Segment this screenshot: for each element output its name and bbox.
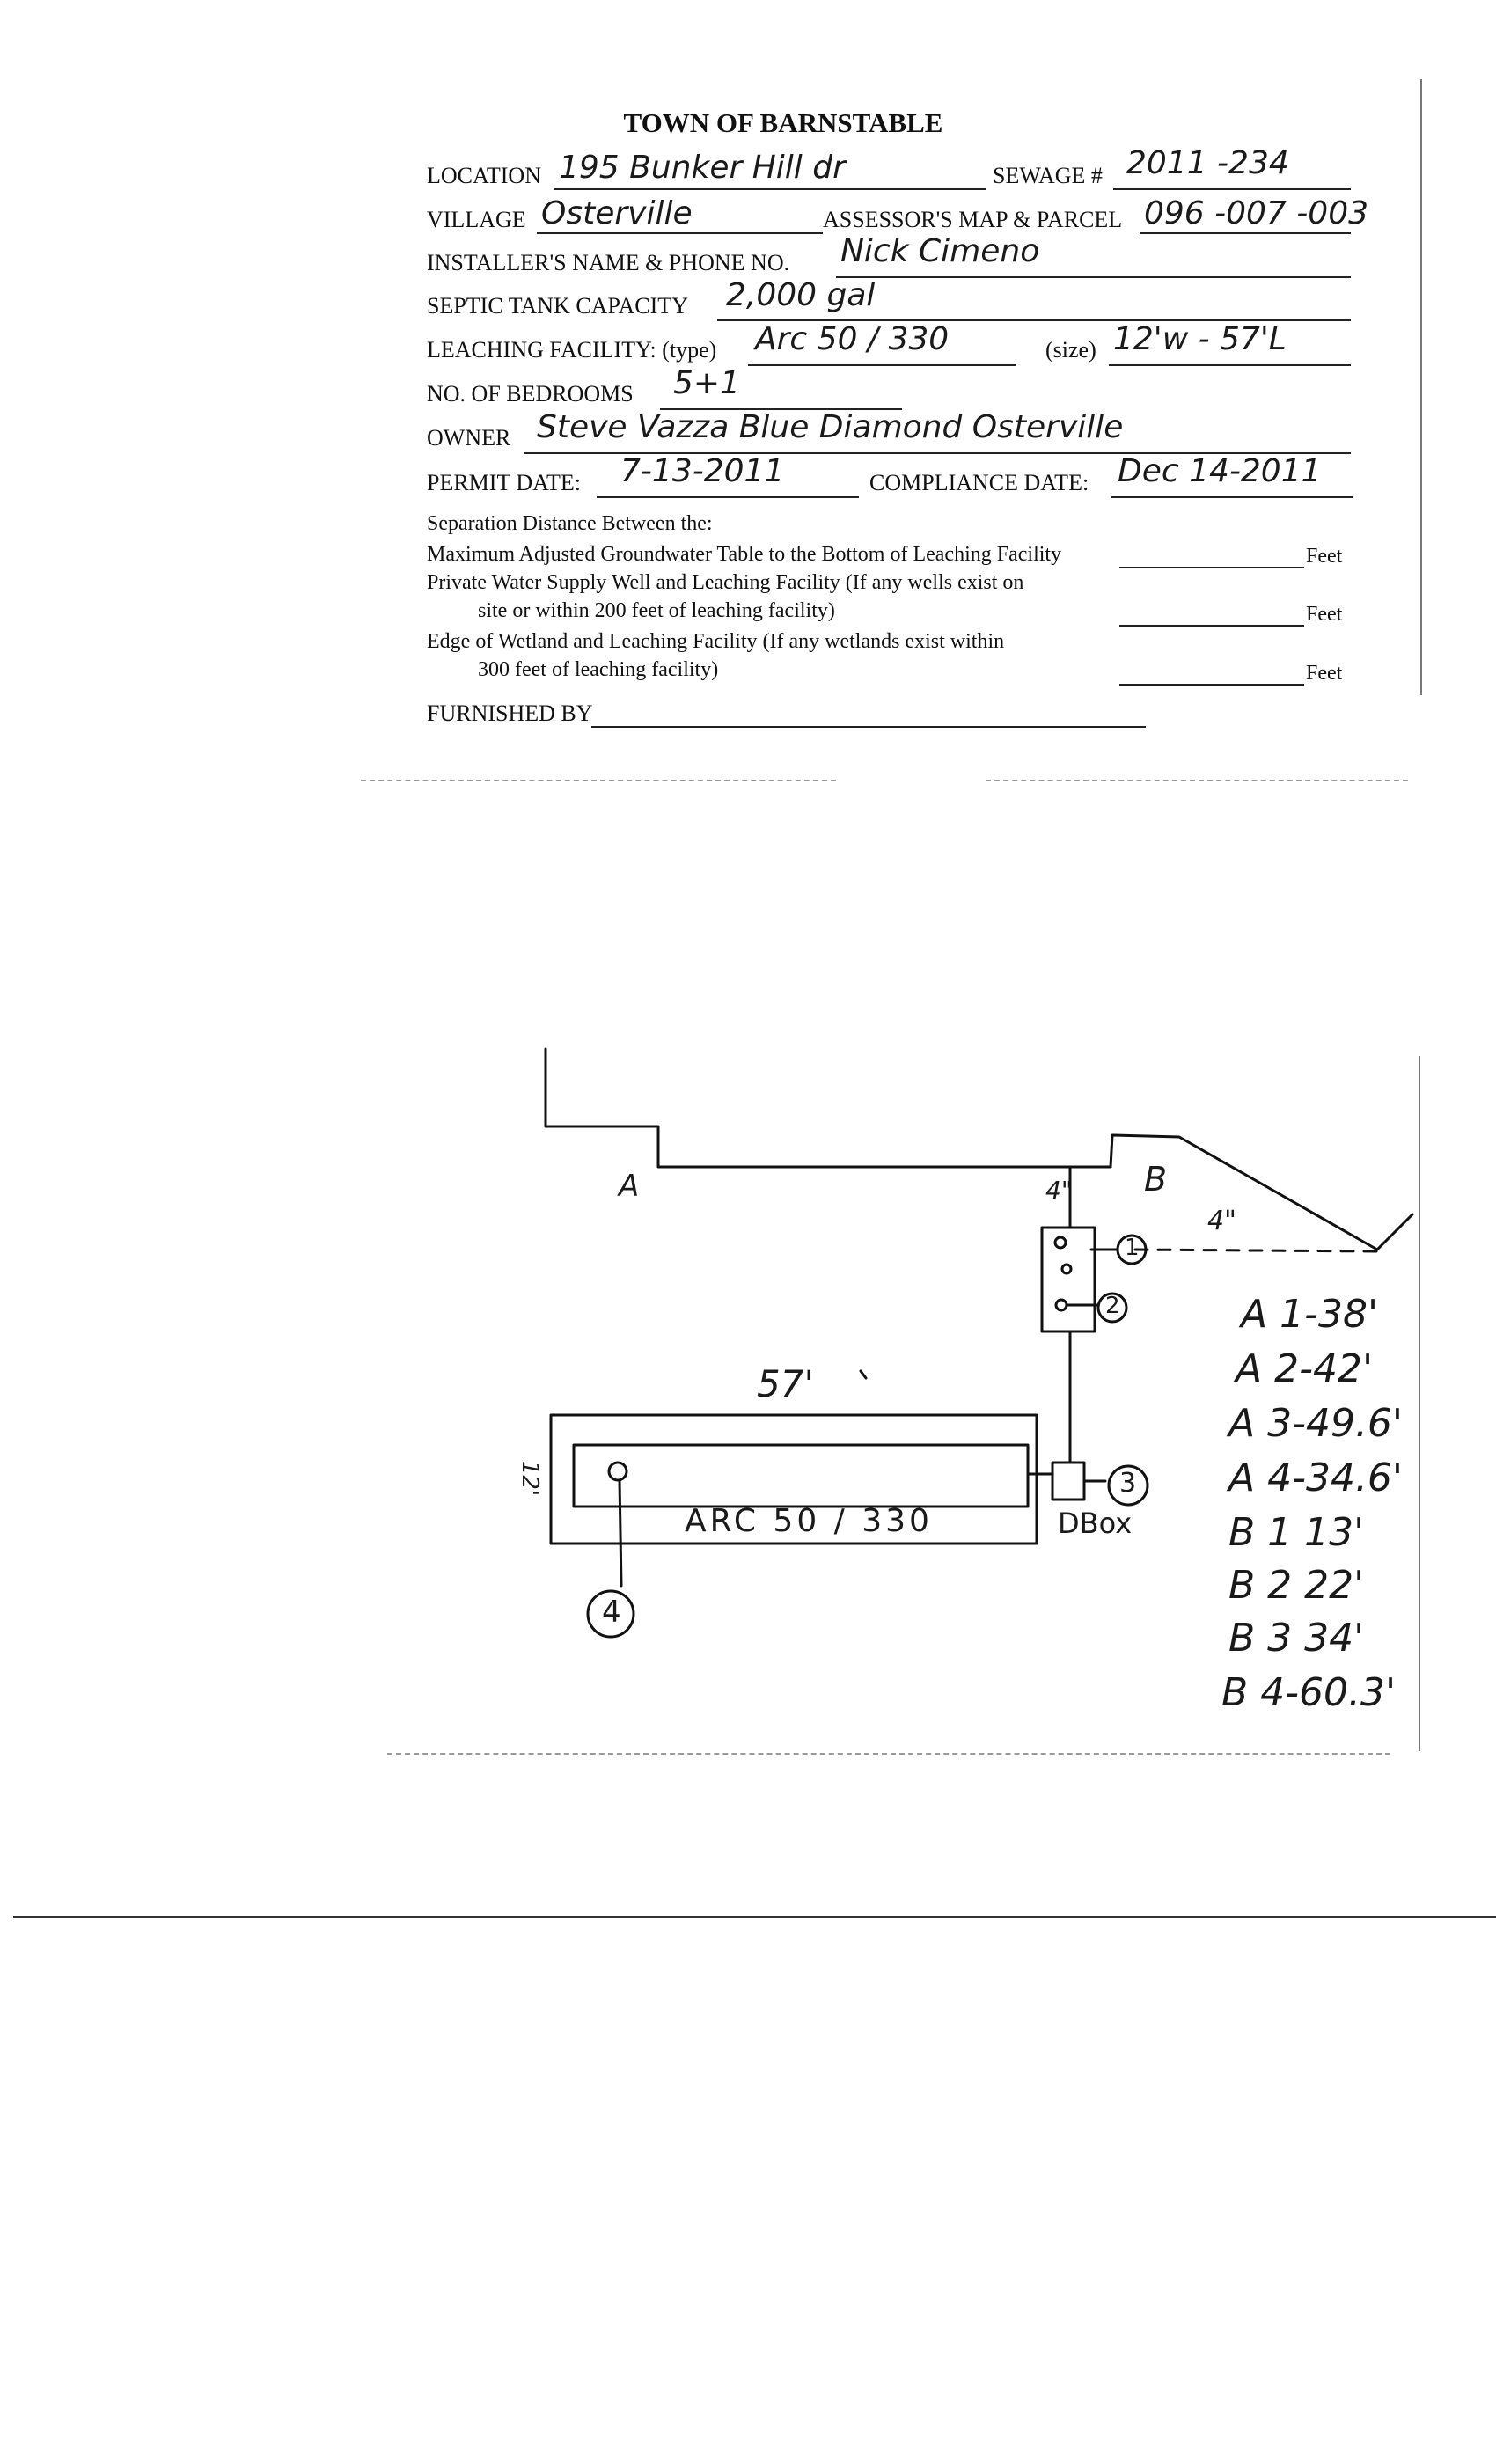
sewage-value: 2011 -234 (1126, 145, 1289, 181)
dashed-pipe (1135, 1250, 1377, 1251)
well-unit: Feet (1306, 603, 1343, 626)
marker-4-lead (620, 1480, 621, 1586)
dbox-label: DBox (1058, 1507, 1133, 1540)
village-label: VILLAGE (427, 207, 526, 232)
compliance-date-label: COMPLIANCE DATE: (869, 470, 1089, 495)
compliance-date-value: Dec 14-2011 (1118, 453, 1322, 489)
sewage-label: SEWAGE # (993, 163, 1103, 188)
width-dimension-label: 12' (517, 1460, 544, 1497)
point-b-label: B (1144, 1160, 1168, 1199)
size-value: 12'w - 57'L (1113, 321, 1287, 357)
size-label: (size) (1045, 337, 1096, 363)
owner-value: Steve Vazza Blue Diamond Osterville (537, 409, 1124, 445)
pipe-size-1-label: 4" (1045, 1176, 1073, 1205)
wetland-text-line2: 300 feet of leaching facility) (478, 658, 719, 681)
pipe-size-2-label: 4" (1207, 1206, 1236, 1236)
measurement-a2: A 2-42' (1236, 1346, 1374, 1391)
marker-2-label: 2 (1105, 1293, 1120, 1319)
bedrooms-label: NO. OF BEDROOMS (427, 381, 634, 407)
length-dimension-label: 57' (757, 1362, 814, 1405)
septic-value: 2,000 gal (726, 277, 876, 313)
tank-port-2 (1056, 1300, 1067, 1310)
marker-3-label: 3 (1119, 1468, 1137, 1499)
well-text-line2: site or within 200 feet of leaching facility) (478, 599, 835, 622)
house-corner-tick (1377, 1214, 1412, 1250)
measurement-b4: B 4-60.3' (1221, 1670, 1397, 1715)
chamber-inspection-port (609, 1463, 627, 1480)
assessor-value: 096 -007 -003 (1144, 195, 1369, 231)
dbox (1052, 1463, 1084, 1500)
installer-value: Nick Cimeno (840, 233, 1040, 269)
groundwater-text: Maximum Adjusted Groundwater Table to the Bottom of Leaching Facility (427, 543, 1062, 566)
leaching-type-label: LEACHING FACILITY: (type) (427, 337, 717, 363)
point-a-label: A (619, 1169, 640, 1204)
well-text-line1: Private Water Supply Well and Leaching Facility (If any wells exist on (427, 571, 1024, 594)
measurement-b2: B 2 22' (1228, 1563, 1365, 1608)
village-value: Osterville (541, 195, 693, 231)
septic-label: SEPTIC TANK CAPACITY (427, 293, 688, 319)
leaching-type-value: Arc 50 / 330 (755, 321, 950, 357)
installer-label: INSTALLER'S NAME & PHONE NO. (427, 250, 790, 275)
measurement-a4: A 4-34.6' (1228, 1456, 1404, 1500)
permit-date-label: PERMIT DATE: (427, 470, 582, 495)
marker-1-label: 1 (1125, 1235, 1140, 1261)
marker-4-label: 4 (602, 1595, 621, 1630)
groundwater-unit: Feet (1306, 545, 1343, 568)
measurement-a3: A 3-49.6' (1228, 1401, 1404, 1446)
furnished-by-label: FURNISHED BY (427, 700, 593, 726)
bedrooms-value: 5+1 (673, 365, 740, 401)
owner-label: OWNER (427, 425, 511, 451)
wetland-unit: Feet (1306, 662, 1343, 685)
location-label: LOCATION (427, 163, 541, 188)
chamber-label: ARC 50 / 330 (685, 1503, 933, 1539)
tank-port-mid (1062, 1265, 1071, 1273)
measurement-a1: A 1-38' (1241, 1292, 1379, 1337)
assessor-label: ASSESSOR'S MAP & PARCEL (823, 207, 1123, 232)
leaching-chamber (574, 1445, 1028, 1507)
tank-port-1 (1055, 1237, 1066, 1248)
measurement-b1: B 1 13' (1228, 1510, 1365, 1555)
permit-date-value: 7-13-2011 (620, 453, 785, 489)
septic-tank (1042, 1228, 1095, 1331)
wetland-text-line1: Edge of Wetland and Leaching Facility (If any wetlands exist within (427, 630, 1005, 653)
form-title: TOWN OF BARNSTABLE (623, 107, 943, 138)
house-outline (546, 1049, 1111, 1167)
measurement-b3: B 3 34' (1228, 1616, 1365, 1661)
location-value: 195 Bunker Hill dr (559, 150, 846, 186)
separation-heading: Separation Distance Between the: (427, 512, 713, 535)
